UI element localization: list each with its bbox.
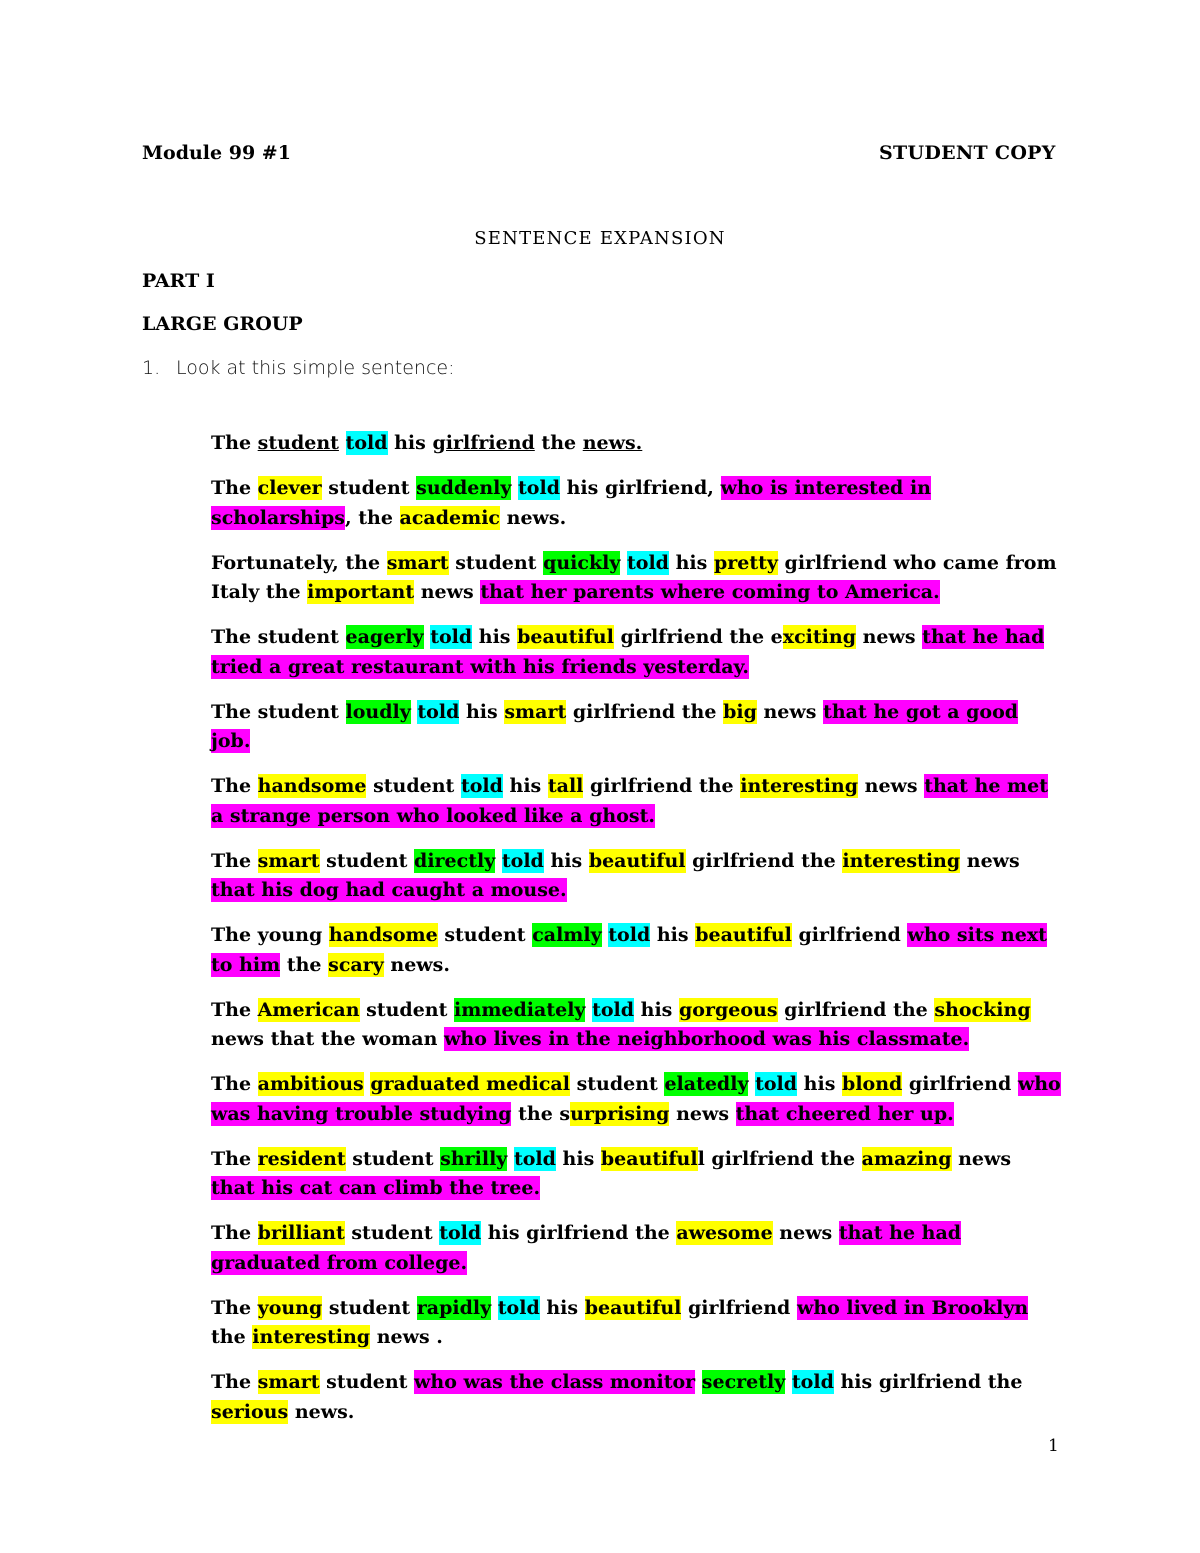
adjective-highlight: tall (547, 775, 584, 797)
underlined-word: news. (582, 432, 643, 454)
adjective-highlight: smart (386, 551, 449, 574)
instruction-number: 1. (142, 357, 161, 379)
sentence-text: his (502, 775, 548, 797)
adjective-highlight: beautiful (584, 1296, 682, 1319)
sentence-text: the (280, 953, 329, 976)
sentence-text: student (322, 1296, 417, 1319)
sentence-text: The (211, 1147, 258, 1170)
adjective-highlight: handsome (257, 775, 367, 797)
sentence-text: girlfriend (791, 924, 908, 946)
adjective-highlight: smart (504, 700, 567, 723)
adjective-highlight: smart (257, 1371, 320, 1393)
sentence-text: The (211, 477, 258, 499)
verb-highlight: told (755, 1073, 798, 1095)
adjective-highlight: beautiful (600, 1147, 698, 1170)
adjective-highlight: handsome (328, 924, 438, 946)
sentence-text: girlfriend (681, 1296, 797, 1319)
sentence-text: The student (211, 700, 346, 723)
adverb-highlight: calmly (532, 924, 602, 946)
clause-highlight: who was having trouble studying (211, 1073, 1061, 1125)
verb-highlight: told (417, 700, 460, 723)
sentence (211, 698, 1061, 757)
clause-highlight: that his cat can climb the tree. (211, 1177, 541, 1199)
sentence-text: news. (288, 1400, 355, 1423)
sentence-text: the (534, 432, 583, 454)
sentence-text: The (211, 1371, 258, 1393)
sentence-text: news (414, 581, 481, 603)
adjective-highlight: brilliant (257, 1222, 345, 1244)
verb-highlight: told (608, 924, 651, 946)
sentence-text: student (366, 775, 461, 797)
sentence (211, 623, 1061, 682)
sentence-text: girlfriend the (777, 998, 935, 1021)
sentence (211, 772, 1061, 831)
sentence-text: The student (211, 626, 346, 648)
sentence-list (211, 429, 1061, 1443)
sentence-text: his (387, 432, 433, 454)
sentence-text: l girlfriend the (697, 1147, 862, 1170)
verb-highlight: told (345, 432, 388, 454)
sentence-text: girlfriend the (685, 849, 843, 872)
adjective-highlight: big (723, 700, 757, 723)
sentence-text: girlfriend the (566, 700, 724, 723)
sentence (211, 474, 1061, 533)
adjective-highlight: amazing (861, 1147, 952, 1170)
sentence-text (507, 1147, 514, 1171)
verb-highlight: told (518, 477, 560, 499)
sentence-text: The young (211, 924, 329, 946)
sentence-text: girlfriend the e (613, 626, 783, 648)
sentence-text (495, 849, 502, 873)
verb-highlight: told (430, 626, 473, 648)
sentence-text: The (211, 775, 258, 797)
adjective-highlight: young (257, 1296, 323, 1319)
clause-highlight: who is interested in scholarships (211, 477, 931, 529)
sentence-text: his girlfriend the (481, 1222, 677, 1244)
sentence-text: The (211, 1296, 258, 1319)
verb-highlight: told (501, 849, 544, 872)
verb-highlight: told (439, 1222, 482, 1244)
clause-highlight: who was the class monitor (414, 1371, 696, 1393)
sentence-text: his (634, 998, 679, 1021)
sentence-text: news (951, 1147, 1012, 1170)
adverb-highlight: elatedly (664, 1073, 749, 1095)
sentence (211, 1070, 1061, 1129)
sentence-text: his (650, 924, 696, 946)
sentence-text: news (960, 849, 1020, 872)
sentence-text: The (211, 849, 258, 872)
sentence-text (491, 1296, 498, 1320)
sentence-text: news (855, 626, 923, 648)
sentence-text: student (345, 1147, 441, 1170)
adjective-highlight: pretty (713, 551, 778, 574)
adjective-highlight: clever (257, 477, 322, 499)
clause-highlight: that he met a strange person who looked like a ghost. (211, 775, 1048, 827)
adjective-highlight: gorgeous (679, 998, 778, 1021)
adjective-highlight: graduated medical (370, 1073, 570, 1095)
adjective-highlight: awesome (676, 1222, 773, 1244)
sentence-text: student (448, 551, 544, 574)
adjective-highlight: interesting (740, 775, 859, 797)
sentence (211, 996, 1061, 1055)
adjective-highlight: smart (257, 849, 320, 872)
sentence-text: girlfriend (902, 1073, 1018, 1095)
sentence-text (785, 1370, 792, 1394)
sentence-text: his (459, 700, 505, 723)
adjective-highlight: academic (399, 506, 501, 529)
adjective-highlight: American (257, 998, 360, 1021)
group-heading: LARGE GROUP (142, 313, 303, 335)
sentence-text: news (669, 1102, 736, 1125)
sentence-text: student (569, 1073, 665, 1095)
adverb-highlight: eagerly (345, 626, 424, 648)
adjective-highlight: blond (842, 1073, 903, 1095)
clause-highlight: that he had tried a great restaurant with his friends yesterday. (211, 626, 1045, 678)
sentence-text: The (211, 432, 258, 454)
sentence-text: his (797, 1073, 843, 1095)
adjective-highlight: xciting (782, 626, 856, 648)
adverb-highlight: shrilly (440, 1147, 508, 1170)
adjective-highlight: resident (257, 1147, 346, 1170)
clause-highlight: who lives in the neighborhood was his classmate. (444, 1028, 970, 1050)
adjective-highlight: important (307, 581, 415, 603)
sentence-text: his (472, 626, 518, 648)
clause-highlight: that cheered her up. (735, 1102, 954, 1125)
adjective-highlight: shocking (934, 998, 1031, 1021)
sentence-text: The (211, 1073, 258, 1095)
sentence-text: The (211, 998, 258, 1021)
page-number: 1 (1048, 1436, 1059, 1456)
verb-highlight: told (592, 998, 635, 1021)
sentence-text: his (543, 849, 589, 872)
sentence-text: student (319, 849, 415, 872)
sentence-text: The (211, 1222, 258, 1244)
adjective-highlight: scary (328, 953, 384, 976)
verb-highlight: told (627, 551, 669, 574)
sentence-text: girlfriend who came from Italy the (211, 551, 1057, 603)
clause-highlight: that her parents where coming to America. (480, 581, 940, 603)
sentence-text: news (858, 775, 925, 797)
underlined-word: girlfriend (432, 432, 535, 454)
sentence-text: his girlfriend, (559, 477, 721, 499)
verb-highlight: told (791, 1371, 834, 1393)
adverb-highlight: loudly (345, 700, 411, 723)
sentence (211, 1145, 1061, 1204)
adjective-highlight: interesting (842, 849, 961, 872)
adverb-highlight: rapidly (416, 1296, 492, 1319)
sentence-text: , the (345, 506, 400, 529)
sentence (211, 1368, 1061, 1427)
sentence (211, 921, 1061, 980)
copy-label: STUDENT COPY (879, 142, 1056, 164)
adjective-highlight: serious (211, 1400, 289, 1423)
clause-highlight: who sits next to him (211, 924, 1047, 976)
sentence-text: Fortunately, the (211, 551, 387, 574)
sentence-text: his (555, 1147, 601, 1170)
adjective-highlight: beautiful (517, 626, 614, 648)
document-title: SENTENCE EXPANSION (474, 228, 726, 249)
sentence-text: his (539, 1296, 585, 1319)
module-label: Module 99 #1 (142, 142, 291, 164)
clause-highlight: that he got a good job. (211, 700, 1019, 752)
sentence-text: student (437, 924, 533, 946)
adverb-highlight: quickly (543, 551, 621, 574)
verb-highlight: told (460, 775, 503, 797)
sentence-text: news (772, 1222, 839, 1244)
sentence-text: the (211, 1326, 253, 1348)
sentence-text: the s (511, 1102, 571, 1125)
adverb-highlight: secretly (701, 1371, 786, 1393)
sentence (211, 549, 1061, 608)
adjective-highlight: ambitious (257, 1073, 364, 1095)
underlined-word: student (257, 432, 339, 454)
verb-highlight: told (497, 1296, 540, 1319)
clause-highlight: who lived in Brooklyn (796, 1296, 1029, 1319)
sentence-text (695, 1370, 702, 1394)
sentence-text: news. (500, 506, 567, 529)
verb-highlight: told (513, 1147, 556, 1170)
sentence-text: his (668, 551, 714, 574)
adjective-highlight: urprising (570, 1102, 670, 1125)
sentence-text: girlfriend the (583, 775, 741, 797)
sentence-text: student (321, 477, 417, 499)
clause-highlight: that his dog had caught a mouse. (211, 879, 567, 901)
instruction-text: Look at this simple sentence: (176, 357, 455, 379)
adjective-highlight: interesting (252, 1326, 371, 1348)
sentence-text: his girlfriend the (833, 1371, 1023, 1393)
sentence (211, 1219, 1061, 1278)
instruction-item (142, 357, 455, 379)
adverb-highlight: directly (414, 849, 496, 872)
sentence (211, 847, 1061, 906)
sentence-text: student (344, 1222, 440, 1244)
sentence-text: student (359, 998, 454, 1021)
adverb-highlight: immediately (454, 998, 586, 1021)
sentence-text: news. (383, 953, 450, 976)
sentence-text: news that the woman (211, 1028, 445, 1050)
sentence (211, 1294, 1061, 1353)
adjective-highlight: beautiful (588, 849, 686, 872)
sentence-text (339, 431, 346, 455)
sentence (211, 429, 1061, 459)
sentence-text: news . (370, 1326, 443, 1348)
adjective-highlight: beautiful (695, 924, 792, 946)
clause-highlight: that he had graduated from college. (211, 1222, 962, 1274)
sentence-text: student (319, 1371, 415, 1393)
sentence-text: news (756, 700, 824, 723)
adverb-highlight: suddenly (416, 477, 512, 499)
part-heading: PART I (142, 270, 215, 292)
